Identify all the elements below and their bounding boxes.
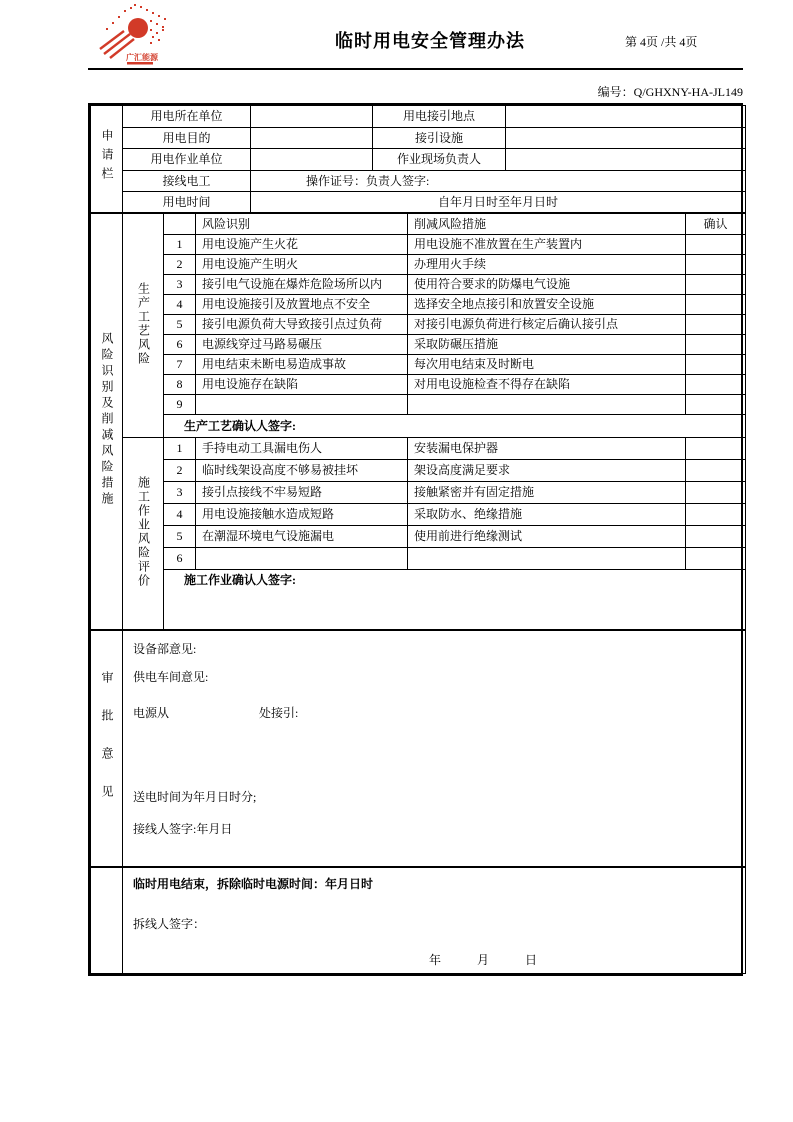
measure-text: 对接引电源负荷进行核定后确认接引点: [408, 315, 686, 335]
construction-side-label-cell: [123, 438, 164, 630]
power-time-value[interactable]: 自年月日时至年月日时: [251, 192, 746, 213]
approval-side-label: 审批意见: [100, 670, 114, 823]
field-label: 用电所在单位: [123, 106, 251, 128]
risk-text: 用电设施接引及放置地点不安全: [196, 295, 408, 315]
teardown-content-cell[interactable]: [123, 868, 746, 974]
risk-text: 电源线穿过马路易碾压: [196, 335, 408, 355]
teardown-side-cell: [91, 868, 123, 974]
measure-text: 办理用火手续: [408, 255, 686, 275]
confirm-cell[interactable]: [686, 255, 746, 275]
risk-side-label-cell: [91, 214, 123, 630]
risk-text: 接引电源负荷大导致接引点过负荷: [196, 315, 408, 335]
confirm-cell[interactable]: [686, 438, 746, 460]
production-sign-cell[interactable]: 生产工艺确认人签字:: [164, 415, 746, 438]
table-row: [91, 315, 746, 335]
risk-side-label: 风险识别及削减风险措施: [100, 331, 114, 508]
confirm-cell[interactable]: [686, 504, 746, 526]
field-label: 作业现场负责人: [373, 149, 506, 171]
approval-side-label-cell: [91, 631, 123, 867]
row-number: 3: [164, 275, 196, 295]
row-number: 1: [164, 235, 196, 255]
confirm-cell[interactable]: [686, 315, 746, 335]
risk-text: 临时线架设高度不够易被挂坏: [196, 460, 408, 482]
approval-table: [90, 630, 746, 867]
measure-text: 采取防水、绝缘措施: [408, 504, 686, 526]
field-value-blank[interactable]: [506, 106, 746, 128]
row-number: 6: [164, 335, 196, 355]
power-source-line: [133, 705, 745, 721]
measure-text: 选择安全地点接引和放置安全设施: [408, 295, 686, 315]
measure-text: 每次用电结束及时断电: [408, 355, 686, 375]
connector-sign-line: 接线人签字:年月日: [133, 822, 233, 836]
confirm-cell[interactable]: [686, 482, 746, 504]
row-number: 5: [164, 315, 196, 335]
power-from-label: 电源从: [133, 706, 170, 720]
power-workshop-opinion: 供电车间意见:: [133, 670, 209, 684]
number-column-header: [164, 214, 196, 235]
risk-table: [90, 213, 746, 630]
measure-text: 使用前进行绝缘测试: [408, 526, 686, 548]
risk-text[interactable]: [196, 548, 408, 570]
row-number: 5: [164, 526, 196, 548]
comet-logo-icon: [94, 2, 206, 68]
measure-column-header: 削减风险措施: [408, 214, 686, 235]
table-row: [91, 295, 746, 315]
risk-text: 在潮湿环境电气设施漏电: [196, 526, 408, 548]
application-table: [90, 105, 746, 213]
logo-text: 广汇能源: [126, 53, 158, 62]
field-label: 用电接引地点: [373, 106, 506, 128]
row-number: 7: [164, 355, 196, 375]
confirm-cell[interactable]: [686, 275, 746, 295]
confirm-cell[interactable]: [686, 355, 746, 375]
table-row: [91, 255, 746, 275]
confirm-cell[interactable]: [686, 235, 746, 255]
risk-text: 用电设施产生明火: [196, 255, 408, 275]
header-divider: [88, 68, 743, 70]
row-number: 8: [164, 375, 196, 395]
confirm-cell[interactable]: [686, 375, 746, 395]
measure-text: 对用电设施检查不得存在缺陷: [408, 375, 686, 395]
table-row: [91, 355, 746, 375]
field-value-blank[interactable]: [251, 106, 373, 128]
table-row: [91, 526, 746, 548]
teardown-end-line: 临时用电结束，拆除临时电源时间：年月日时: [133, 877, 374, 891]
electrician-cert-sign-cell[interactable]: 操作证号：负责人签字:: [251, 171, 746, 192]
confirm-cell[interactable]: [686, 548, 746, 570]
table-row: [91, 438, 746, 460]
field-label: 接引设施: [373, 128, 506, 149]
risk-text: 接引电气设施在爆炸危险场所以内: [196, 275, 408, 295]
table-row: [91, 275, 746, 295]
row-number: 9: [164, 395, 196, 415]
field-label: 用电目的: [123, 128, 251, 149]
table-row: [91, 504, 746, 526]
row-number: 4: [164, 295, 196, 315]
confirm-cell[interactable]: [686, 460, 746, 482]
row-number: 4: [164, 504, 196, 526]
risk-text: 用电设施产生火花: [196, 235, 408, 255]
row-number: 6: [164, 548, 196, 570]
document-number: 编号：Q/GHXNY-HA-JL149: [597, 85, 743, 99]
risk-text: 用电设施接触水造成短路: [196, 504, 408, 526]
row-number: 2: [164, 255, 196, 275]
confirm-cell[interactable]: [686, 395, 746, 415]
measure-text: 架设高度满足要求: [408, 460, 686, 482]
measure-text: 接触紧密并有固定措施: [408, 482, 686, 504]
field-value-blank[interactable]: [251, 149, 373, 171]
row-number: 1: [164, 438, 196, 460]
tap-at-label: 处接引:: [259, 706, 299, 720]
apply-side-label: 申请栏: [100, 128, 114, 186]
risk-text[interactable]: [196, 395, 408, 415]
confirm-cell[interactable]: [686, 295, 746, 315]
construction-side-label: 施工作业风险评价: [136, 475, 151, 588]
table-row: [91, 375, 746, 395]
row-number: 2: [164, 460, 196, 482]
confirm-cell[interactable]: [686, 335, 746, 355]
temporary-power-form: [88, 103, 743, 976]
page-number: 第 4页 /共 4页: [625, 35, 698, 49]
table-row: [91, 335, 746, 355]
table-row: [91, 395, 746, 415]
table-row: [91, 460, 746, 482]
production-side-label-cell: [123, 214, 164, 438]
table-row: [91, 235, 746, 255]
field-value-blank[interactable]: [251, 128, 373, 149]
measure-text: 采取防碾压措施: [408, 335, 686, 355]
equipment-dept-opinion: 设备部意见:: [133, 642, 197, 656]
field-label: 用电作业单位: [123, 149, 251, 171]
measure-text[interactable]: [408, 395, 686, 415]
risk-text: 用电结束未断电易造成事故: [196, 355, 408, 375]
table-row: [91, 482, 746, 504]
risk-text: 手持电动工具漏电伤人: [196, 438, 408, 460]
field-value-blank[interactable]: [506, 128, 746, 149]
apply-side-label-cell: [91, 106, 123, 213]
measure-text: 安装漏电保护器: [408, 438, 686, 460]
electrician-label: 接线电工: [123, 171, 251, 192]
send-time-line: 送电时间为年月日时分;: [133, 790, 257, 804]
approval-content-cell[interactable]: [123, 631, 746, 867]
measure-text[interactable]: [408, 548, 686, 570]
construction-sign-cell[interactable]: 施工作业确认人签字:: [164, 570, 746, 630]
field-value-blank[interactable]: [506, 149, 746, 171]
company-logo: [94, 2, 206, 68]
production-side-label: 生产工艺风险: [136, 281, 151, 366]
remover-sign-line: 拆线人签字：: [133, 917, 206, 931]
teardown-table: [90, 867, 746, 974]
confirm-column-header: 确认: [686, 214, 746, 235]
measure-text: 使用符合要求的防爆电气设施: [408, 275, 686, 295]
teardown-date-line: 年 月 日: [429, 953, 538, 967]
table-row: [91, 548, 746, 570]
risk-text: 接引点接线不牢易短路: [196, 482, 408, 504]
measure-text: 用电设施不准放置在生产装置内: [408, 235, 686, 255]
power-time-label: 用电时间: [123, 192, 251, 213]
row-number: 3: [164, 482, 196, 504]
page-title: 临时用电安全管理办法: [335, 31, 525, 51]
risk-text: 用电设施存在缺陷: [196, 375, 408, 395]
confirm-cell[interactable]: [686, 526, 746, 548]
risk-column-header: 风险识别: [196, 214, 408, 235]
